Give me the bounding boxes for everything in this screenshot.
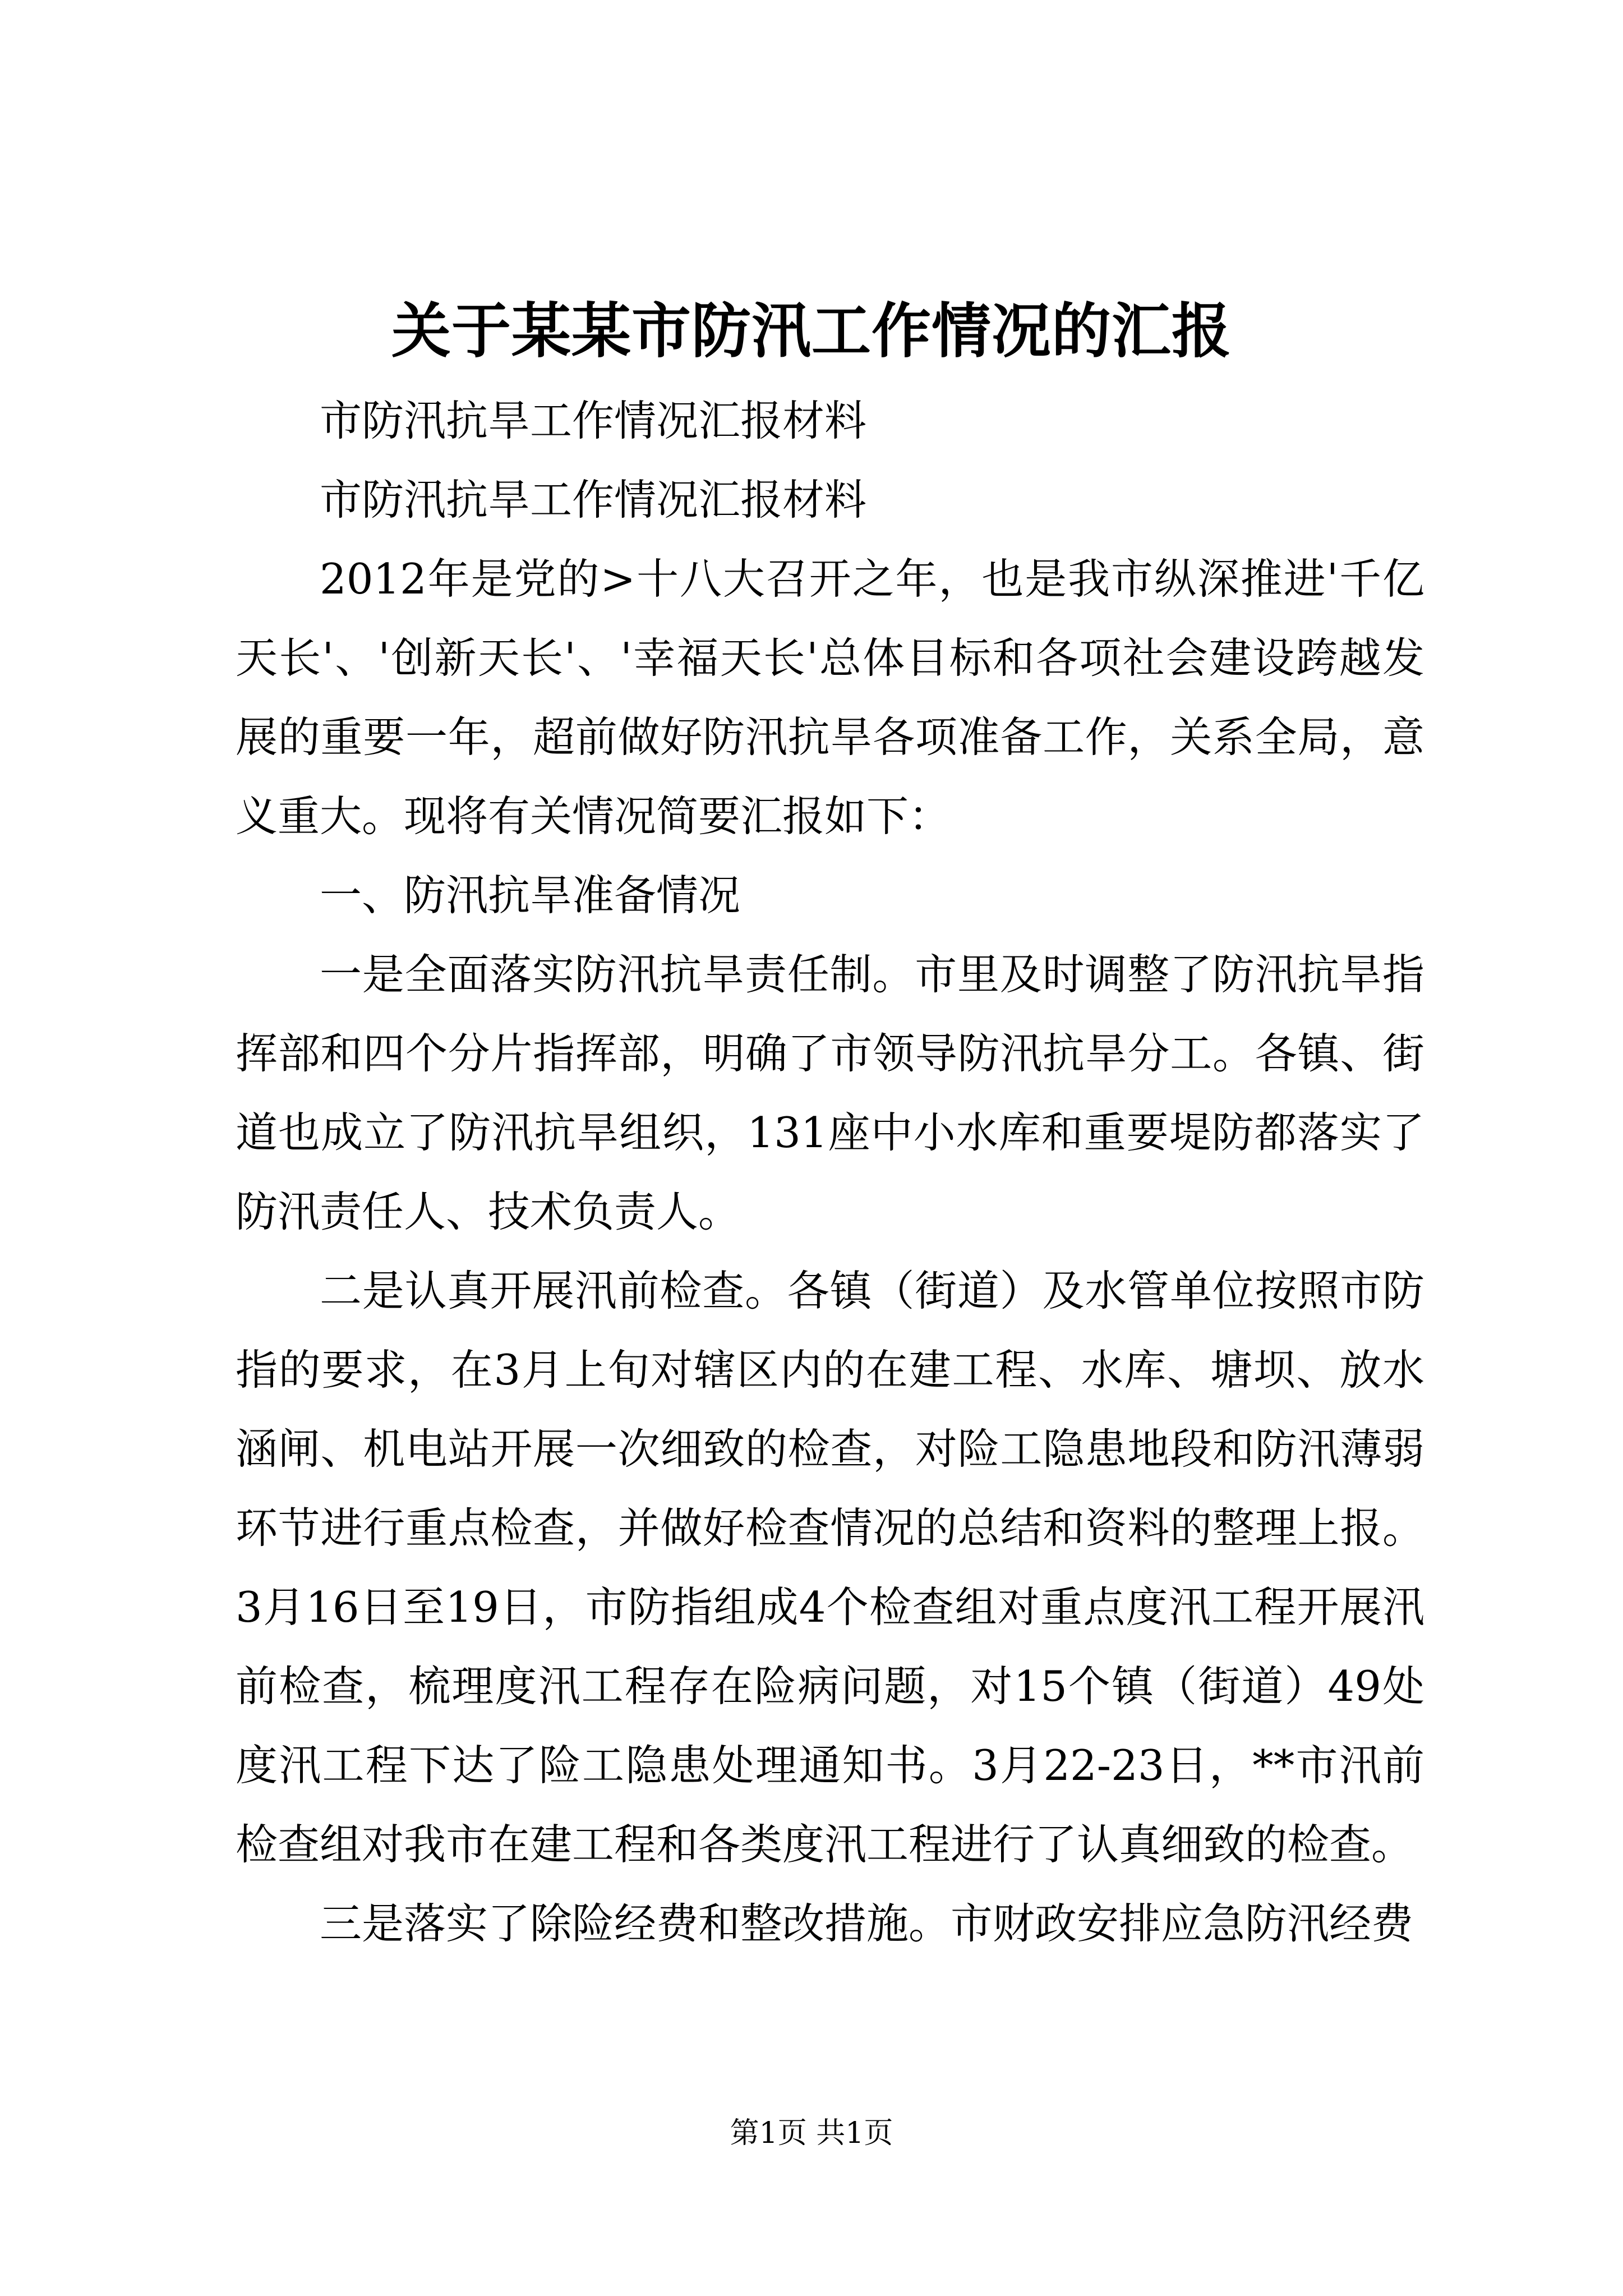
section-heading: 一、防汛抗旱准备情况: [320, 871, 741, 920]
paragraph-subtitle-2: 市防汛抗旱工作情况汇报材料: [320, 475, 867, 524]
paragraph-subtitle-1: 市防汛抗旱工作情况汇报材料: [320, 396, 867, 445]
paragraph-intro: 2012年是党的>十八大召开之年，也是我市纵深推进'千亿天长'、'创新天长'、'幸福天长'总体目标和各项社会建设跨越发展的重要一年，超前做好防汛抗旱各项准备工作，关系全局，意义重大。现将有关情况简要汇报如下：: [236, 554, 1424, 841]
document-body: [236, 381, 1424, 1963]
document-title: 关于某某市防汛工作情况的汇报: [391, 296, 1232, 366]
paragraph-inspection: 二是认真开展汛前检查。各镇（街道）及水管单位按照市防指的要求，在3月上旬对辖区内的在建工程、水库、塘坝、放水涵闸、机电站开展一次细致的检查，对险工隐患地段和防汛薄弱环节进行重点检查，并做好检查情况的总结和资料的整理上报。3月16日至19日，市防指组成4个检查组对重点度汛工程开展汛前检查，梳理度汛工程存在险病问题，对15个镇（街道）49处度汛工程下达了险工隐患处理通知书。3月22-23日，**市汛前检查组对我市在建工程和各类度汛工程进行了认真细致的检查。: [236, 1266, 1424, 1869]
page-footer: 第1页 共1页: [730, 2116, 893, 2150]
paragraph-responsibility: 一是全面落实防汛抗旱责任制。市里及时调整了防汛抗旱指挥部和四个分片指挥部，明确了市领导防汛抗旱分工。各镇、街道也成立了防汛抗旱组织，131座中小水库和重要堤防都落实了防汛责任人、技术负责人。: [236, 950, 1424, 1236]
paragraph-funding: 三是落实了除险经费和整改措施。市财政安排应急防汛经费: [320, 1899, 1414, 1948]
